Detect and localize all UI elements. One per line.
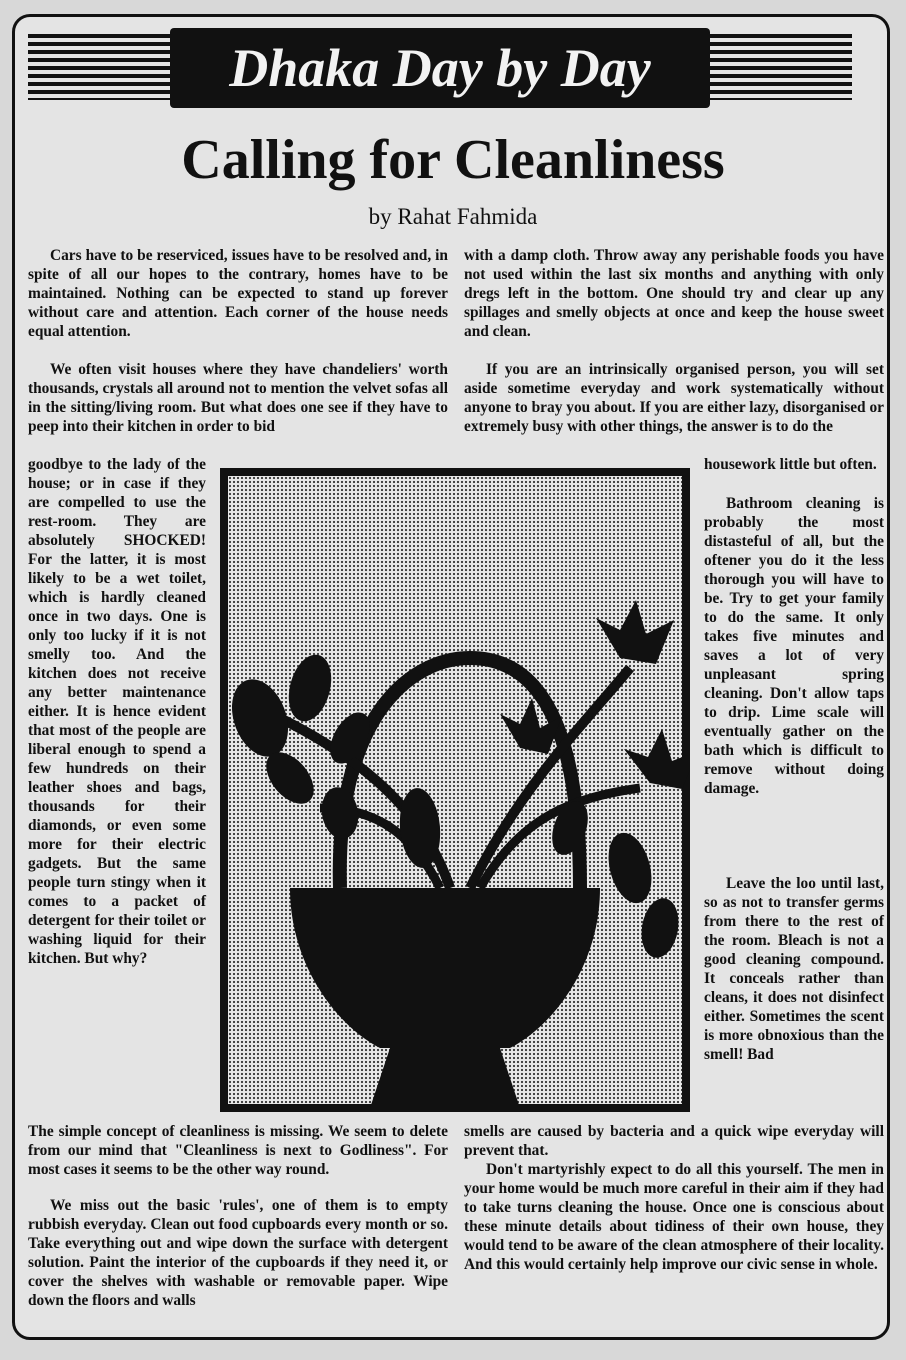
col2-narrow-paragraph-1: housework little but often.	[704, 456, 877, 473]
col2-paragraph-2: If you are an intrinsically organised person, you will set aside sometime everyday and work systematically without anyone to bray you about. If you are either lazy, disorganised or extremely busy with other things, the answer is to do the	[464, 361, 884, 435]
col2-narrow-paragraph-3: Leave the loo until last, so as not to transfer germs from there to the rest of the room. Bleach is not a good cleaning compound. It conceals rather than cleans, it does not disinfect either. Sometimes the scent is more obnoxious than the smell! Bad	[704, 875, 884, 1063]
col1-bottom-paragraph-1: The simple concept of cleanliness is missing. We seem to delete from our mind that "Cleanliness is next to Godliness". For most cases it seems to be the other way round.	[28, 1123, 448, 1178]
col2-bottom-paragraph-1: smells are caused by bacteria and a quick wipe everyday will prevent that.	[464, 1123, 884, 1159]
masthead-stripes-left	[28, 34, 178, 100]
col2-bottom-paragraph-2: Don't martyrishly expect to do all this yourself. The men in your home would be much more careful in their aim if they had to take turns cleaning the house. Once one is conscious about these minute details about tidiness of their own house, they would tend to be aware of the clean atmosphere of their locality. And this would certainly help improve our civic sense in whole.	[464, 1161, 884, 1273]
col2-paragraph-1: with a damp cloth. Throw away any perishable foods you have not used within the last six months and anything with only dregs left in the bottom. One should try and clear up any spillages and smelly objects at once and keep the house sweet and clean.	[464, 247, 884, 340]
masthead-title: Dhaka Day by Day	[170, 28, 710, 108]
col1-paragraph-1: Cars have to be reserviced, issues have to be resolved and, in spite of all our hopes to the contrary, homes have to be maintained. Nothing can be expected to stand up forever without care and attention. Each corner of the house needs equal attention.	[28, 247, 448, 340]
col1-narrow-paragraph: goodbye to the lady of the house; or in case if they are compelled to use the rest-room. They are absolutely SHOCKED! For the latter, it is most likely to be a wet toilet, which is hardly cleaned once in two days. One is only too lucky if it is not smelly too. And the kitchen does not receive any better maintenance either. It is hence evident that most of the people are liberal enough to spend a few hundreds on their leather shoes and bags, thousands for their diamonds, or even some more for their electric gadgets. But the same people turn stingy when it comes to a packet of detergent for their toilet or washing liquid for their kitchen. But why?	[28, 456, 206, 967]
col1-bottom-paragraph-2: We miss out the basic 'rules', one of them is to empty rubbish everyday. Clean out food cupboards every month or so. Take everything out and wipe down the surface with detergent solution. Paint the interior of the cupboards if they need it, or cover the shelves with washable or removable paper. Wipe down the floors and walls	[28, 1197, 448, 1309]
masthead-stripes-right	[702, 34, 852, 100]
flower-basket-icon	[220, 468, 690, 1112]
col1-paragraph-2: We often visit houses where they have chandeliers' worth thousands, crystals all around not to mention the velvet sofas all in the sitting/living room. But what does one see if they have to peep into their kitchen in order to bid	[28, 361, 448, 435]
article-headline: Calling for Cleanliness	[181, 129, 725, 191]
article-byline: by Rahat Fahmida	[368, 204, 538, 229]
flower-basket-illustration	[220, 468, 690, 1112]
masthead	[28, 28, 852, 108]
col2-narrow-paragraph-2: Bathroom cleaning is probably the most distasteful of all, but the oftener you do it the less thorough you will have to be. Try to get your family to do the same. It only takes five minutes and saves a lot of very unpleasant spring cleaning. Don't allow taps to drip. Lime scale will eventually gather on the bath which is difficult to remove without doing damage.	[704, 495, 884, 797]
